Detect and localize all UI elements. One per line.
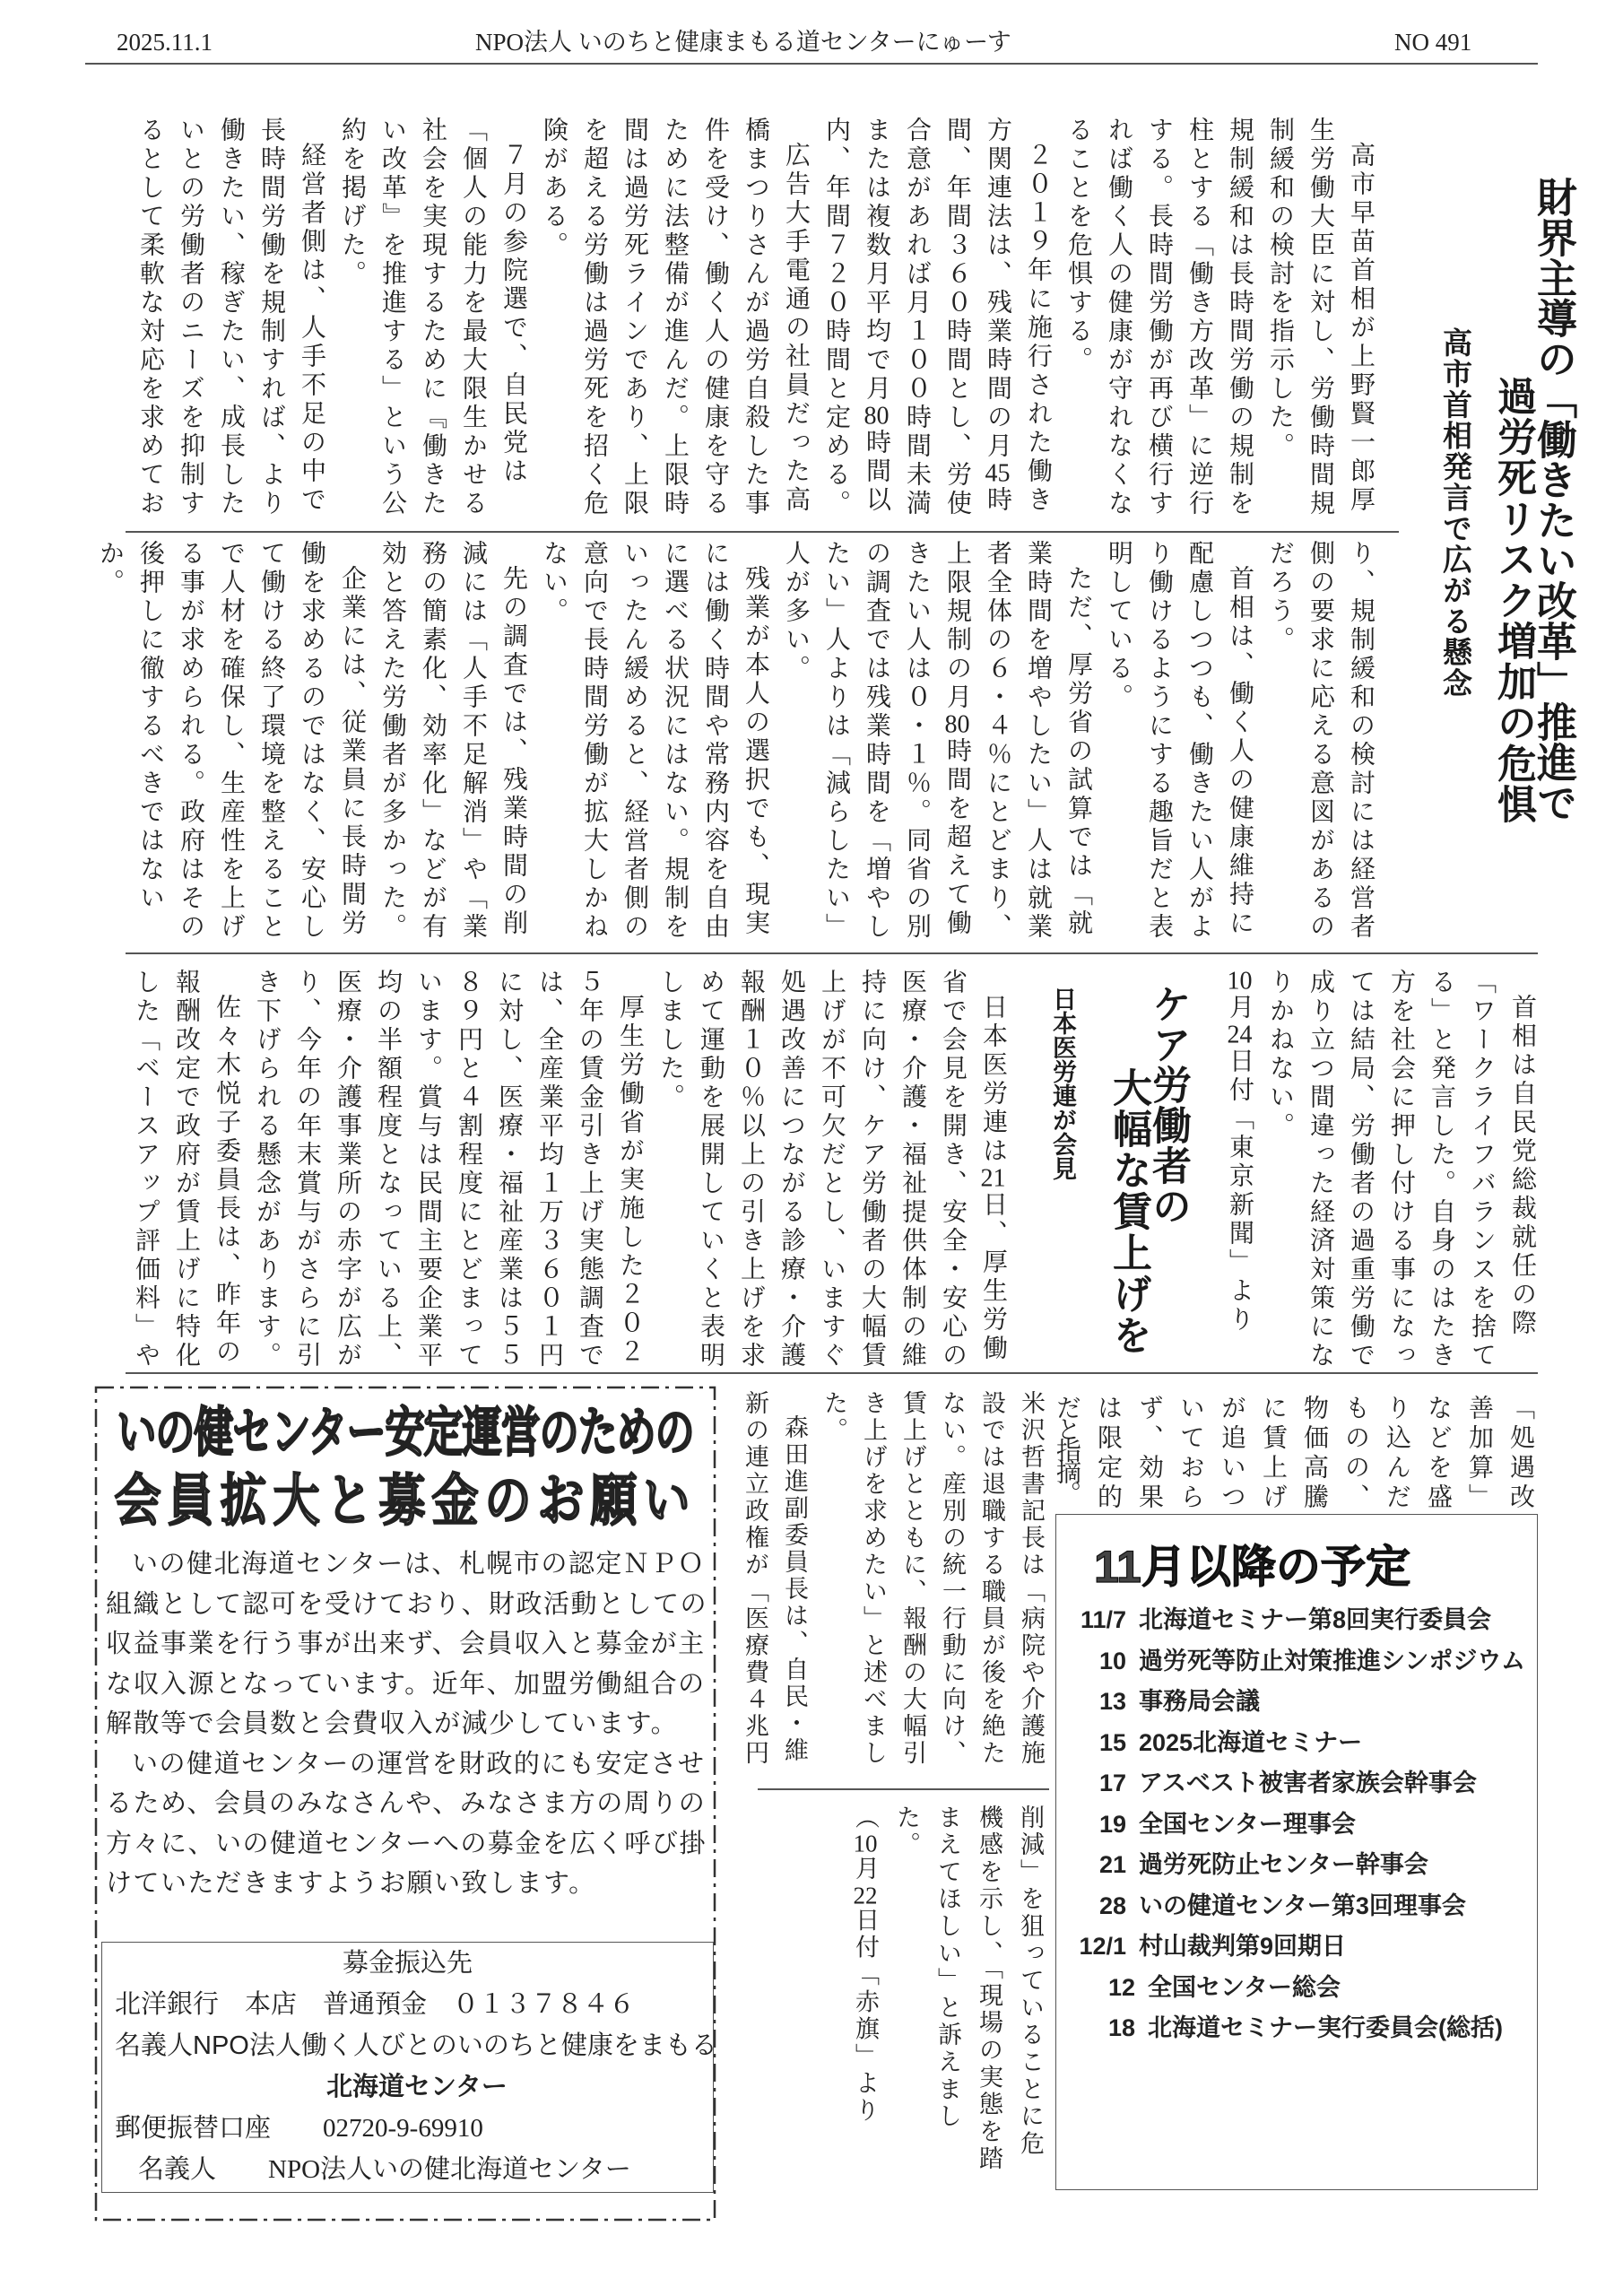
schedule-date: 10 — [1098, 1647, 1126, 1674]
schedule-date: 18 — [1107, 2014, 1135, 2041]
paragraph: 企業には、従業員に長時間労働を求めるのではなく、安心して働ける終了環境を整えることで人材を確保し、生産性を上げる事が求められる。政府はその後押しに徹するべきではないか。 — [96, 540, 366, 942]
schedule-date: 19 — [1098, 1810, 1126, 1838]
postal-account-holder: 名義人 NPO法人いの健北海道センター — [138, 2155, 631, 2184]
article2-headline-line2: 大幅な賃上げを — [1107, 1067, 1150, 1356]
tier-divider — [126, 531, 1399, 533]
schedule-item — [1056, 1926, 1537, 1968]
text-column: は限定的 — [1094, 1395, 1122, 1513]
paragraph: 先の調査では、残業時間の削減には「人手不足解消」や「業務の簡素化、効率化」などが有効と答えた労働者が多かった。 — [378, 540, 527, 942]
schedule-item — [1056, 1886, 1537, 1927]
schedule-item — [1056, 1723, 1537, 1764]
paragraph: 経営者側は、人手不足の中で長時間労働を規制すれば、より働きたい、稼ぎたい、成長したいとの労働者のニーズを抑制するとして柔軟な対応を求めてお — [136, 117, 325, 518]
paragraph: 高市早苗首相が上野賢一郎厚生労働大臣に対し、労働時間規制緩和の検討を指示した。 — [1266, 117, 1375, 518]
text-column: いておら — [1176, 1395, 1204, 1513]
article1-headline-line2: 過労死リスク増加の危惧 — [1491, 376, 1535, 825]
schedule-item — [1056, 1682, 1537, 1723]
article2-subheadline: 日本医労連が会見 — [1049, 987, 1076, 1180]
bank-account-holder-cont: 北海道センター — [326, 2073, 508, 2101]
bank-transfer-box — [101, 1942, 717, 2193]
source-credit: 10月24日付「東京新聞」より — [1226, 969, 1254, 1335]
schedule-event: アスベスト被害者家族会幹事会 — [1139, 1770, 1477, 1796]
article2-lower-c — [852, 1805, 1051, 2185]
column-divider — [758, 1788, 1049, 1790]
schedule-item — [1056, 1805, 1537, 1846]
schedule-date: 15 — [1098, 1728, 1126, 1756]
schedule-item — [1056, 1641, 1537, 1683]
schedule-title: 11月以降の予定 — [1094, 1542, 1410, 1592]
bank-heading: 募金振込先 — [342, 1949, 473, 1978]
schedule-date: 17 — [1098, 1770, 1126, 1796]
newsletter-title: NPO法人 いのちと健康まもる道センターにゅーす — [475, 29, 1011, 56]
schedule-item — [1056, 1600, 1537, 1641]
issue-date: 2025.11.1 — [117, 29, 213, 56]
schedule-event: 全国センター総会 — [1148, 1973, 1341, 2001]
text-column: り込んだ — [1383, 1395, 1410, 1513]
text-column: 「処遇改 — [1506, 1395, 1534, 1513]
text-column: ものの、 — [1341, 1395, 1369, 1513]
article2-lower-a — [1046, 1395, 1541, 1513]
paragraph: 森田進副委員長は、自民・維新の連立政権が「医療費４兆円 — [742, 1390, 808, 1767]
paragraph: 首相は自民党総裁就任の際「ワークライフバランスを捨てる」と発言した。自身のはたき方を社会に押し付ける事になっては結局、労働者の過重労働で成り立つ間違った経済対策になりかねない。 — [1266, 969, 1536, 1370]
schedule-item — [1056, 1968, 1537, 2009]
header-divider — [85, 63, 1538, 65]
article1-headline-line1: 財界主導の「働きたい改革」推進で — [1531, 177, 1576, 822]
schedule-event: 北海道セミナー実行委員会(総括) — [1148, 2014, 1503, 2041]
paragraph: ７月の参院選で、自民党は「個人の能力を最大限生かせる社会を実現するために『働きたい改革』を推進する」という公約を掲げた。 — [338, 117, 527, 518]
schedule-event: 事務局会議 — [1139, 1688, 1260, 1715]
schedule-event: 全国センター理事会 — [1139, 1810, 1356, 1838]
paragraph: 佐々木悦子委員長は、昨年の報酬改定で政府が賃上げに特化した「ベースアップ評価料」や — [132, 969, 240, 1370]
paragraph: 広告大手電通の社員だった高橋まつりさんが過労自殺した事件を受け、働く人の健康を守るために法整備が進んだ。上限時間は過労死ラインであり、上限を超える労働は過労死を招く危険がある。 — [540, 117, 810, 518]
schedule-event: 過労死等防止対策推進シンポジウム — [1139, 1647, 1526, 1674]
paragraph: ２０１９年に施行された働き方関連法は、残業時間の月45時間、年間３６０時間とし、労使合意があれば月１００時間未満または複数月平均で月80時間以内、年間７２０時間と定める。 — [822, 117, 1052, 518]
schedule-event: 2025北海道セミナー — [1139, 1728, 1363, 1756]
text-column: が追いつ — [1218, 1395, 1245, 1513]
text-column: だと指摘。 — [1053, 1395, 1081, 1502]
schedule-event: 村山裁判第9回期日 — [1139, 1933, 1347, 1960]
text-column: に賃上げ — [1259, 1395, 1287, 1513]
fundraising-title-line2: 会員拡大と募金のお願い — [114, 1470, 697, 1533]
paragraph: 厚生労働省が実施した２０２５年の賃金引き上げ実態調査では、全産業平均１万３６０１円に対し、医療・福祉産業は５５８９円と４割程度にとどまっています。賞与は民間主要企業平均の半額程度となっている上、医療・介護事業所の赤字が広がり、今年の年末賞与がさらに引き下げられる懸念があります。 — [253, 969, 644, 1370]
schedule-item — [1056, 1845, 1537, 1886]
text-column: などを盛 — [1424, 1395, 1452, 1513]
schedule-item — [1056, 1763, 1537, 1805]
issue-number: NO 491 — [1394, 29, 1472, 56]
schedule-list — [1056, 1600, 1537, 2049]
schedule-date: 12 — [1107, 1973, 1135, 2001]
paragraph: り、規制緩和の検討には経営者側の要求に応える意図があるのだろう。 — [1266, 540, 1375, 942]
schedule-date: 21 — [1098, 1851, 1126, 1878]
schedule-date: 28 — [1098, 1892, 1126, 1919]
article2-lower-b — [728, 1390, 1051, 1767]
paragraph: 日本医労連は21日、厚生労働省で会見を開き、安全・安心の医療・介護・福祉提供体制の維持に向け、ケア労働者の大幅賃上げが不可欠だとし、いますぐ処遇改善につながる診療・介護報酬１０％以上の引き上げを求めて運動を展開していくと表明しました。 — [656, 969, 1007, 1370]
paragraph: 米沢哲書記長は「病院や介護施設では退職する職員が後を絶たない。産別の統一行動に向け、賃上げとともに、報酬の大幅引き上げを求めたい」と述べました。 — [820, 1390, 1045, 1767]
text-column: 物価高騰 — [1300, 1395, 1328, 1513]
source-credit: （10月22日付「赤旗」より — [852, 1805, 879, 2126]
fundraising-body — [106, 1544, 710, 1904]
text-column: ず、効果 — [1135, 1395, 1163, 1513]
text-column: 善加算」 — [1465, 1395, 1493, 1513]
paragraph: いの健道センターの運営を財政的にも安定させるため、会員のみなさんや、みなさま方の周りの方々に、いの健道センターへの募金を広く呼び掛けていただきますようお願い致します。 — [106, 1749, 707, 1898]
paragraph: 残業が本人の選択でも、現実には働く時間や常務内容を自由に選べる状況にはない。規制をいったん緩めると、経営者側の意向で長時間労働が拡大しかねない。 — [540, 540, 769, 942]
article1-tier3 — [1219, 969, 1542, 1372]
schedule-box — [1055, 1514, 1538, 2190]
schedule-item — [1056, 2008, 1537, 2049]
paragraph: 削減」を狙っていることに危機感を示し、「現場の実態を踏まえてほしい」と訴えました。 — [893, 1805, 1044, 2173]
schedule-event: いの健道センター第3回理事会 — [1139, 1892, 1466, 1919]
paragraph: 首相は、働く人の健康維持に配慮しつつも、働きたい人がより働けるようにする趣旨だと表明している。 — [1105, 540, 1254, 942]
paragraph: いの健北海道センターは、札幌市の認定ＮＰＯ組織として認可を受けており、財政活動としての収益事業を行う事が出来ず、会員収入と募金が主な収入源となっています。近年、加盟労働組合の解散等で会員数と会費収入が減少しています。 — [106, 1550, 708, 1738]
article1-tier1 — [130, 117, 1381, 520]
schedule-date: 13 — [1098, 1688, 1126, 1715]
article1-subtitle: 高市首相発言で広がる懸念 — [1439, 327, 1472, 699]
article2-tier3 — [126, 969, 1013, 1372]
schedule-date: 12/1 — [1079, 1933, 1126, 1960]
schedule-event: 北海道セミナー第8回実行委員会 — [1139, 1606, 1492, 1633]
article1-tier2 — [96, 540, 1381, 944]
fundraising-title-line1: いの健センター安定運営のための — [117, 1404, 694, 1464]
postal-account: 郵便振替口座 02720-9-69910 — [115, 2114, 483, 2143]
schedule-event: 過労死防止センター幹事会 — [1139, 1851, 1428, 1878]
article2-headline-line1: ケア労働者の — [1146, 984, 1190, 1226]
paragraph: ただ、厚労省の試算では「就業時間を増やしたい」人は就業者全体の６・４％にとどまり、上限規制の月80時間を超えて働きたい人は０・１％。同省の別の調査では残業時間を「増やしたい」人よりは「減らしたい」人が多い。 — [782, 540, 1092, 942]
bank-account-holder: 名義人NPO法人働く人びとのいのちと健康をまもる — [115, 2031, 717, 2060]
schedule-date: 11/7 — [1080, 1606, 1126, 1633]
bank-account: 北洋銀行 本店 普通預金 ０１３７８４６ — [115, 1990, 636, 2019]
paragraph: 規制緩和は長時間労働の規制を柱とする「働き方改革」に逆行する。長時間労働が再び横行すれば働く人の健康が守れなくなることを危惧する。 — [1064, 117, 1254, 518]
tier-divider — [126, 1372, 1538, 1374]
tier-divider — [126, 952, 1538, 954]
